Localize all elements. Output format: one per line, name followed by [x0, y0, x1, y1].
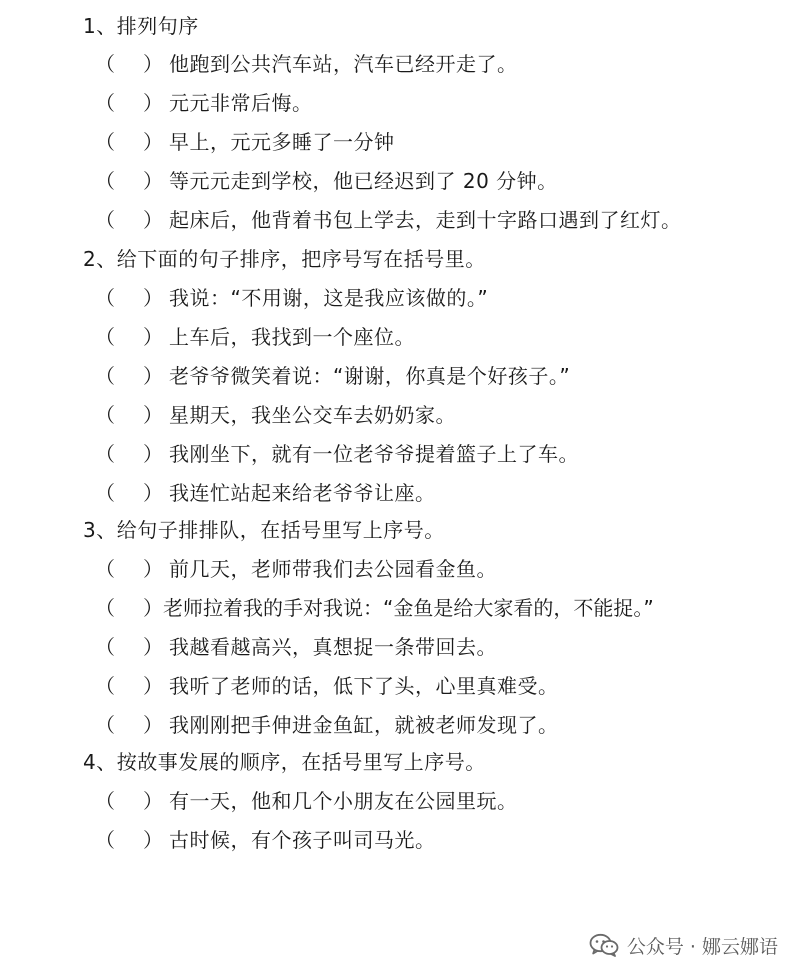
answer-paren-open: （	[95, 91, 115, 115]
sentence-text: 元元非常后悔。	[169, 91, 313, 115]
list-item	[95, 826, 436, 854]
answer-paren-close: ）	[143, 325, 163, 349]
section-title-4: 4、按故事发展的顺序，在括号里写上序号。	[83, 750, 486, 774]
answer-paren-close: ）	[143, 557, 163, 581]
sentence-text: 星期天，我坐公交车去奶奶家。	[169, 403, 456, 427]
list-item	[95, 594, 654, 622]
answer-paren-close: ）	[143, 286, 163, 310]
answer-paren-close: ）	[143, 52, 163, 76]
section-title-3: 3、给句子排排队，在括号里写上序号。	[83, 518, 445, 542]
answer-paren-open: （	[95, 635, 115, 659]
answer-paren-open: （	[95, 828, 115, 852]
answer-paren-close: ）	[143, 596, 163, 620]
sentence-text: 老师拉着我的手对我说：“金鱼是给大家看的，不能捉。”	[163, 596, 654, 620]
answer-paren-open: （	[95, 208, 115, 232]
answer-paren-open: （	[95, 52, 115, 76]
list-item	[95, 401, 456, 429]
sentence-text: 我越看越高兴，真想捉一条带回去。	[169, 635, 497, 659]
answer-paren-open: （	[95, 130, 115, 154]
answer-paren-close: ）	[143, 442, 163, 466]
sentence-text: 我说：“不用谢，这是我应该做的。”	[169, 286, 489, 310]
answer-paren-close: ）	[143, 403, 163, 427]
list-item	[95, 479, 436, 507]
watermark	[589, 930, 778, 960]
sentence-text: 我刚坐下，就有一位老爷爷提着篮子上了车。	[169, 442, 579, 466]
list-item	[95, 167, 558, 195]
answer-paren-open: （	[95, 557, 115, 581]
answer-paren-open: （	[95, 442, 115, 466]
list-item	[95, 672, 559, 700]
answer-paren-open: （	[95, 789, 115, 813]
answer-paren-open: （	[95, 364, 115, 388]
list-item	[95, 323, 415, 351]
answer-paren-open: （	[95, 169, 115, 193]
answer-paren-open: （	[95, 481, 115, 505]
answer-paren-open: （	[95, 713, 115, 737]
sentence-text: 上车后，我找到一个座位。	[169, 325, 415, 349]
answer-paren-close: ）	[143, 208, 163, 232]
answer-paren-open: （	[95, 403, 115, 427]
sentence-text: 老爷爷微笑着说：“谢谢，你真是个好孩子。”	[169, 364, 571, 388]
sentence-text: 他跑到公共汽车站，汽车已经开走了。	[169, 52, 518, 76]
sentence-text: 起床后，他背着书包上学去，走到十字路口遇到了红灯。	[169, 208, 682, 232]
sentence-text: 我听了老师的话，低下了头，心里真难受。	[169, 674, 559, 698]
list-item	[95, 50, 518, 78]
list-item	[95, 555, 497, 583]
list-item	[95, 128, 395, 156]
answer-paren-close: ）	[143, 789, 163, 813]
answer-paren-close: ）	[143, 674, 163, 698]
sentence-text: 早上，元元多睡了一分钟	[169, 130, 395, 154]
answer-paren-close: ）	[143, 828, 163, 852]
sentence-text: 前几天，老师带我们去公园看金鱼。	[169, 557, 497, 581]
answer-paren-close: ）	[143, 635, 163, 659]
answer-paren-open: （	[95, 596, 115, 620]
answer-paren-close: ）	[143, 713, 163, 737]
wechat-icon	[589, 933, 619, 957]
list-item	[95, 89, 313, 117]
answer-paren-open: （	[95, 325, 115, 349]
list-item	[95, 284, 488, 312]
answer-paren-close: ）	[143, 481, 163, 505]
sentence-text: 我刚刚把手伸进金鱼缸，就被老师发现了。	[169, 713, 559, 737]
list-item	[95, 362, 570, 390]
list-item	[95, 711, 559, 739]
list-item	[95, 206, 682, 234]
watermark-text: 公众号 · 娜云娜语	[626, 935, 778, 958]
list-item	[95, 440, 579, 468]
answer-paren-close: ）	[143, 169, 163, 193]
answer-paren-close: ）	[143, 364, 163, 388]
sentence-text: 古时候，有个孩子叫司马光。	[169, 828, 436, 852]
list-item	[95, 633, 497, 661]
answer-paren-close: ）	[143, 130, 163, 154]
answer-paren-close: ）	[143, 91, 163, 115]
answer-paren-open: （	[95, 674, 115, 698]
sentence-text: 我连忙站起来给老爷爷让座。	[169, 481, 436, 505]
answer-paren-open: （	[95, 286, 115, 310]
list-item	[95, 787, 518, 815]
sentence-text: 等元元走到学校，他已经迟到了 20 分钟。	[169, 169, 558, 193]
section-title-1: 1、排列句序	[83, 14, 199, 38]
sentence-text: 有一天，他和几个小朋友在公园里玩。	[169, 789, 518, 813]
section-title-2: 2、给下面的句子排序，把序号写在括号里。	[83, 247, 486, 271]
